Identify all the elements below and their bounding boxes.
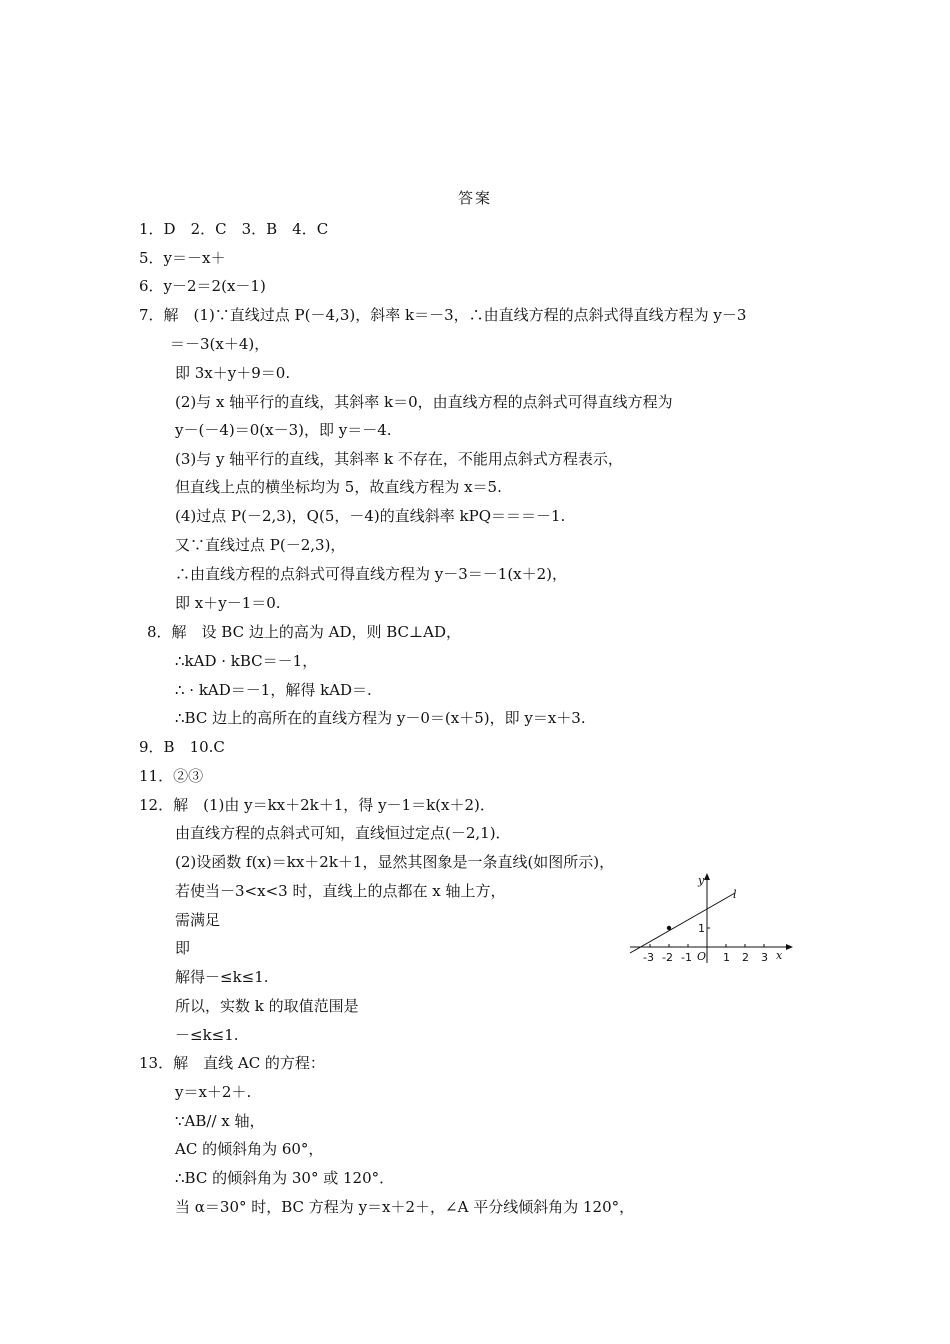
text-line: 即 x＋y－1＝0. bbox=[175, 594, 281, 612]
text-line: 当 α＝30° 时，BC 方程为 y＝x＋2＋，∠A 平分线倾斜角为 120°， bbox=[175, 1198, 635, 1216]
answer-line-11: 11．②③ bbox=[139, 767, 204, 785]
line-l bbox=[630, 893, 735, 953]
text-line: ∵AB// x 轴， bbox=[175, 1112, 265, 1130]
text-line: AC 的倾斜角为 60°， bbox=[175, 1140, 324, 1158]
text-line: (4)过点 P(－2,3)，Q(5，－4)的直线斜率 kPQ＝＝＝－1. bbox=[175, 507, 566, 525]
text-line: (3)与 y 轴平行的直线，其斜率 k 不存在，不能用点斜式方程表示， bbox=[175, 450, 623, 468]
x-tick-label: -3 bbox=[643, 951, 654, 964]
text-line: (2)设函数 f(x)＝kx＋2k＋1，显然其图象是一条直线(如图所示)， bbox=[175, 853, 615, 871]
text-line: －≤k≤1. bbox=[175, 1026, 239, 1044]
text-line: y＝x＋2＋. bbox=[175, 1083, 252, 1101]
answer-line-5: 5．y＝－x＋ bbox=[139, 249, 226, 267]
text-line: 若使当－3<x<3 时，直线上的点都在 x 轴上方， bbox=[175, 882, 506, 900]
answer-line-13: 13．解 直线 AC 的方程： bbox=[139, 1054, 325, 1072]
answer-line-12: 12．解 (1)由 y＝kx＋2k＋1，得 y－1＝k(x＋2)． bbox=[139, 796, 495, 814]
answer-line-6: 6．y－2＝2(x－1) bbox=[139, 277, 266, 295]
text-line: (2)与 x 轴平行的直线，其斜率 k＝0，由直线方程的点斜式可得直线方程为 bbox=[175, 393, 673, 411]
text-line: 所以，实数 k 的取值范围是 bbox=[175, 997, 359, 1015]
y-axis-label: y bbox=[698, 874, 705, 887]
text-line: ∴ · kAD＝－1，解得 kAD＝. bbox=[175, 681, 372, 699]
text-line: ∴BC 的倾斜角为 30° 或 120°． bbox=[175, 1169, 395, 1187]
text-line: 由直线方程的点斜式可知，直线恒过定点(－2,1)． bbox=[175, 824, 511, 842]
x-axis-arrow bbox=[786, 944, 793, 950]
text-line: 解得－≤k≤1. bbox=[175, 968, 269, 986]
text-line: ∴BC 边上的高所在的直线方程为 y－0＝(x＋5)，即 y＝x＋3. bbox=[175, 709, 586, 727]
answer-line-7: 7．解 (1)∵直线过点 P(－4,3)，斜率 k＝－3，∴由直线方程的点斜式得直线方程为 y－3 bbox=[139, 306, 747, 324]
text-line: 即 3x＋y＋9＝0. bbox=[175, 364, 291, 382]
fixed-point bbox=[667, 926, 671, 930]
x-tick-label: -1 bbox=[681, 951, 692, 964]
x-tick-label: 2 bbox=[742, 951, 749, 964]
answer-line-9: 9．B 10.C bbox=[139, 738, 225, 756]
text-line: y－(－4)＝0(x－3)，即 y＝－4. bbox=[175, 421, 392, 439]
x-axis-label: x bbox=[776, 949, 783, 962]
text-line: 即 bbox=[175, 939, 191, 957]
text-line: ＝－3(x＋4)， bbox=[170, 335, 270, 353]
origin-label: O bbox=[697, 950, 707, 963]
answer-line-8: 8．解 设 BC 边上的高为 AD，则 BC⊥AD， bbox=[147, 623, 461, 641]
x-tick-label: 1 bbox=[723, 951, 730, 964]
text-line: ∴由直线方程的点斜式可得直线方程为 y－3＝－1(x＋2)， bbox=[175, 565, 568, 583]
page-title: 答案 bbox=[457, 189, 492, 207]
text-line: 需满足 bbox=[175, 911, 221, 929]
y-tick-label: 1 bbox=[698, 922, 705, 935]
x-tick-label: 3 bbox=[761, 951, 768, 964]
text-line: ∴kAD · kBC＝－1， bbox=[175, 652, 318, 670]
line-graph-figure bbox=[628, 870, 793, 965]
text-line: 又∵直线过点 P(－2,3)， bbox=[175, 536, 346, 554]
answer-line-1: 1．D 2．C 3．B 4．C bbox=[139, 220, 329, 238]
x-tick-label: -2 bbox=[662, 951, 673, 964]
text-line: 但直线上点的横坐标均为 5，故直线方程为 x＝5. bbox=[175, 478, 502, 496]
y-axis-arrow bbox=[704, 873, 710, 880]
line-label: l bbox=[733, 888, 737, 901]
